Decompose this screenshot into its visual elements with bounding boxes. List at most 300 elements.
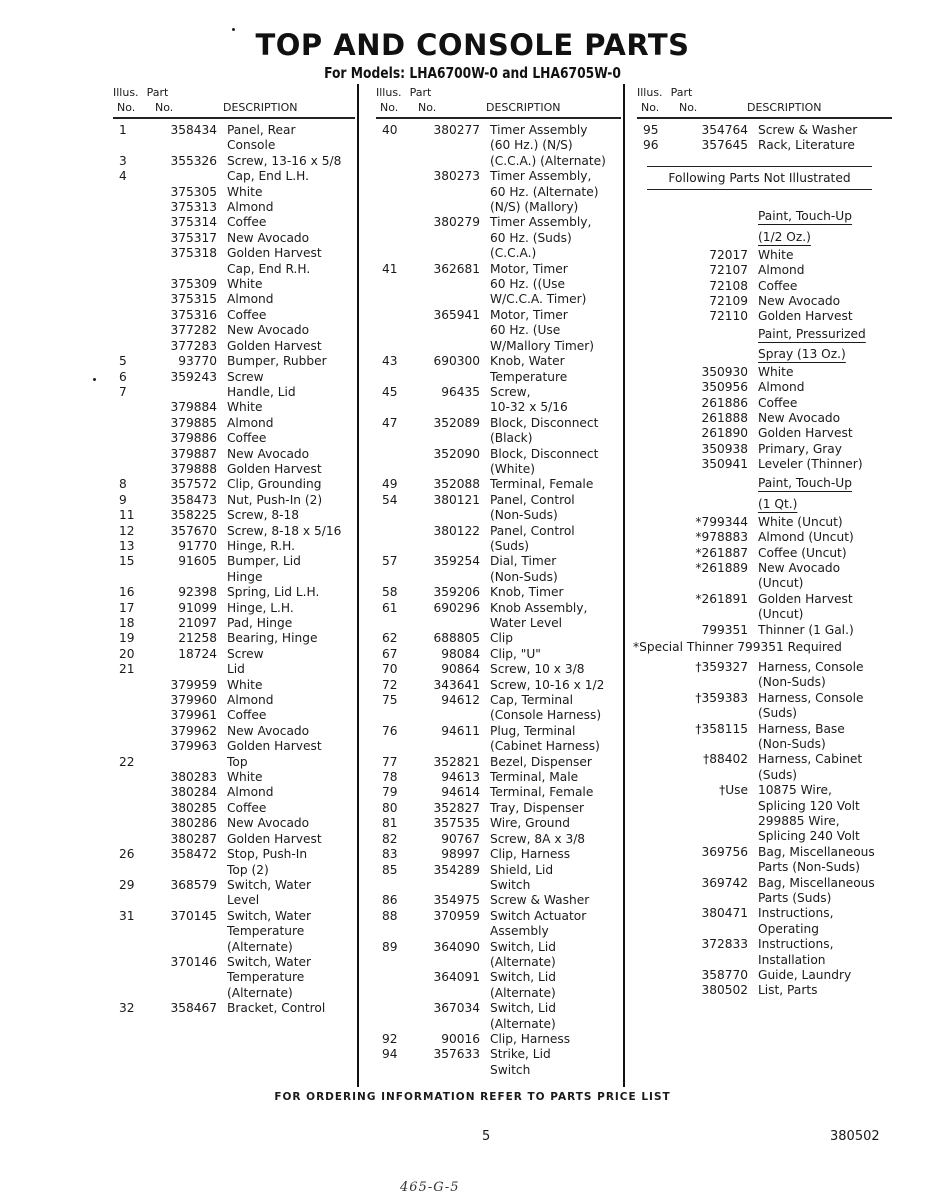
part-description: New Avocado	[227, 323, 310, 338]
illus-number	[376, 138, 410, 153]
part-number	[147, 940, 227, 955]
part-number: 370959	[433, 908, 480, 923]
part-number	[653, 814, 758, 829]
part-description: Switch, Lid	[490, 939, 556, 954]
part-description: (Alternate)	[227, 985, 293, 1000]
parts-row	[113, 570, 355, 585]
parts-row	[113, 262, 355, 277]
header-part-no: No.	[155, 101, 174, 114]
parts-row	[376, 1032, 621, 1047]
part-description: (Alternate)	[490, 1016, 556, 1031]
part-description: Screw, 8-18	[227, 508, 300, 523]
part-number	[147, 863, 227, 878]
part-number: 354764	[701, 123, 748, 137]
parts-row	[637, 953, 892, 968]
illus-number	[637, 706, 653, 721]
illus-number: 15	[119, 554, 135, 569]
parts-row	[376, 801, 621, 816]
page-subtitle: For Models: LHA6700W-0 and LHA6705W-0	[324, 64, 621, 82]
section-heading: Paint, Pressurized	[758, 326, 866, 341]
part-number: 90016	[441, 1031, 480, 1046]
illus-number: 31	[119, 908, 135, 923]
parts-row	[113, 400, 355, 415]
parts-row	[376, 1047, 621, 1062]
part-number: 21097	[178, 616, 217, 630]
parts-row	[637, 309, 892, 324]
header-part: Part	[670, 86, 693, 99]
illus-number: 81	[382, 816, 398, 831]
part-description: Almond (Uncut)	[758, 530, 854, 545]
part-description: Cap, End L.H.	[227, 169, 309, 184]
part-number	[147, 924, 227, 939]
parts-row	[376, 215, 621, 230]
illus-number: 43	[382, 354, 398, 369]
part-description: (N/S) (Mallory)	[490, 200, 579, 215]
header-rule	[637, 117, 892, 119]
section-heading: (1 Qt.)	[758, 496, 798, 511]
part-description: New Avocado	[227, 230, 310, 245]
part-number: 359243	[170, 369, 217, 384]
part-description: New Avocado	[227, 723, 310, 738]
part-number	[653, 922, 758, 937]
part-description: Timer Assembly,	[490, 215, 592, 230]
part-description: Bumper, Rubber	[227, 354, 327, 369]
illus-number: 12	[119, 523, 135, 538]
parts-row	[113, 878, 355, 893]
part-number	[410, 154, 490, 169]
parts-row	[637, 891, 892, 906]
part-description: (Non-Suds)	[490, 508, 558, 523]
illus-number: 82	[382, 831, 398, 846]
illus-number	[376, 524, 410, 539]
part-number: 380122	[433, 523, 480, 538]
parts-row	[376, 986, 621, 1001]
illus-number: 70	[382, 662, 398, 677]
part-description: List, Parts	[758, 983, 818, 998]
part-description: Block, Disconnect	[490, 415, 599, 430]
parts-row	[637, 411, 892, 426]
part-number: 357670	[170, 523, 217, 538]
parts-row	[113, 847, 355, 862]
illus-number	[637, 752, 653, 767]
parts-row	[637, 623, 892, 638]
part-number: 690300	[433, 354, 480, 369]
parts-row	[637, 294, 892, 309]
parts-row	[637, 737, 892, 752]
parts-row	[637, 660, 892, 675]
part-description: Bag, Miscellaneous	[758, 844, 875, 859]
illus-number	[113, 231, 147, 246]
parts-row	[376, 292, 621, 307]
part-description: Thinner (1 Gal.)	[758, 622, 854, 637]
illus-number	[113, 739, 147, 754]
part-description: Almond	[227, 292, 274, 307]
illus-number	[376, 1001, 410, 1016]
parts-row	[637, 860, 892, 875]
part-number: 93770	[178, 354, 217, 369]
parts-row	[113, 154, 355, 169]
illus-number	[113, 940, 147, 955]
part-description: Coffee	[227, 215, 267, 230]
part-description: Terminal, Female	[490, 477, 594, 492]
part-number	[653, 675, 758, 690]
illus-number	[376, 616, 410, 631]
illus-number: 4	[119, 169, 127, 184]
illus-number: 49	[382, 477, 398, 492]
part-number: 357645	[701, 138, 748, 153]
part-number: 379888	[170, 461, 217, 476]
parts-row	[637, 968, 892, 983]
header-part: Part	[409, 86, 432, 99]
part-number: 354975	[433, 893, 480, 908]
parts-row	[113, 893, 355, 908]
illus-number: 22	[119, 754, 135, 769]
part-description: Instructions,	[758, 906, 834, 921]
part-description: Tray, Dispenser	[490, 800, 585, 815]
parts-row	[637, 706, 892, 721]
parts-row	[113, 770, 355, 785]
part-description: (60 Hz.) (N/S)	[490, 138, 573, 153]
part-description: Clip, Harness	[490, 847, 571, 862]
part-description: Knob, Timer	[490, 585, 564, 600]
parts-row	[113, 909, 355, 924]
part-description: Installation	[758, 952, 826, 967]
parts-row	[637, 983, 892, 998]
illus-number	[637, 799, 653, 814]
part-number: 364091	[433, 970, 480, 985]
part-description: Top	[227, 754, 248, 769]
parts-row	[637, 768, 892, 783]
part-number: 352821	[433, 754, 480, 769]
part-description: Leveler (Thinner)	[758, 457, 863, 472]
illus-number	[113, 770, 147, 785]
part-description: (Black)	[490, 431, 533, 446]
ordering-info-note: FOR ORDERING INFORMATION REFER TO PARTS PRICE LIST	[274, 1091, 671, 1103]
parts-row	[376, 940, 621, 955]
illus-number	[637, 906, 653, 921]
part-description: Parts (Suds)	[758, 891, 832, 906]
scan-speck	[93, 378, 96, 381]
part-description: (Non-Suds)	[758, 736, 826, 751]
parts-row	[376, 909, 621, 924]
part-description: Switch	[490, 1062, 531, 1077]
illus-number	[113, 339, 147, 354]
part-description: Golden Harvest	[227, 246, 322, 261]
part-number: †359383	[695, 690, 748, 705]
parts-row	[113, 708, 355, 723]
illus-number	[376, 169, 410, 184]
part-number: 379959	[170, 677, 217, 692]
parts-row	[376, 308, 621, 323]
part-description: Level	[227, 893, 260, 908]
parts-row	[376, 246, 621, 261]
column-header	[637, 86, 892, 116]
part-description: Almond	[227, 200, 274, 215]
parts-row	[113, 739, 355, 754]
illus-number	[637, 623, 653, 638]
illus-number	[637, 968, 653, 983]
illus-number	[113, 970, 147, 985]
illus-number: 96	[643, 138, 659, 153]
illus-number: 86	[382, 893, 398, 908]
parts-list	[637, 365, 892, 473]
parts-row	[637, 675, 892, 690]
part-number: 359206	[433, 585, 480, 600]
part-number: 370145	[170, 908, 217, 923]
parts-row	[113, 631, 355, 646]
illus-number	[637, 411, 653, 426]
illus-number	[113, 308, 147, 323]
parts-row	[637, 515, 892, 530]
parts-row	[113, 308, 355, 323]
part-number	[410, 292, 490, 307]
header-part-no: No.	[679, 101, 698, 114]
part-description: Temperature	[490, 369, 568, 384]
illus-number: 77	[382, 754, 398, 769]
part-description: Screw, 10 x 3/8	[490, 662, 585, 677]
part-description: Console	[227, 138, 276, 153]
illus-number	[376, 277, 410, 292]
parts-row	[637, 829, 892, 844]
illus-number	[376, 878, 410, 893]
illus-number	[637, 860, 653, 875]
illus-number: 9	[119, 492, 127, 507]
part-number	[410, 1063, 490, 1078]
illus-number: 85	[382, 862, 398, 877]
part-description: Strike, Lid	[490, 1047, 551, 1062]
part-number: †88402	[703, 752, 748, 767]
illus-number	[376, 431, 410, 446]
part-description: Temperature	[227, 924, 305, 939]
part-description: Panel, Rear	[227, 123, 296, 137]
part-number: 362681	[433, 261, 480, 276]
part-number	[147, 986, 227, 1001]
parts-row	[113, 185, 355, 200]
parts-row	[637, 814, 892, 829]
part-number	[147, 970, 227, 985]
part-number: 261888	[701, 411, 748, 426]
part-description: (Alternate)	[490, 985, 556, 1000]
parts-row	[637, 876, 892, 891]
illus-number	[113, 138, 147, 153]
parts-row	[376, 462, 621, 477]
parts-row	[637, 248, 892, 263]
part-description: Almond	[227, 785, 274, 800]
illus-number	[113, 955, 147, 970]
header-rule	[376, 117, 621, 119]
part-description: New Avocado	[758, 294, 841, 309]
parts-row	[113, 462, 355, 477]
part-number: 94612	[441, 693, 480, 708]
parts-row	[376, 785, 621, 800]
illus-number	[637, 737, 653, 752]
illus-number	[637, 722, 653, 737]
part-number: †Use	[719, 783, 748, 798]
illus-number: 78	[382, 770, 398, 785]
illus-number	[113, 785, 147, 800]
part-description: Screw, 10-16 x 1/2	[490, 677, 605, 692]
part-description: (Non-Suds)	[758, 675, 826, 690]
parts-row	[376, 554, 621, 569]
parts-row	[376, 123, 621, 138]
part-number: 375316	[170, 307, 217, 322]
parts-row	[376, 647, 621, 662]
illus-number: 17	[119, 600, 135, 615]
part-number: †359327	[695, 659, 748, 674]
part-description: Screw	[227, 369, 264, 384]
column-header	[113, 86, 355, 116]
illus-number	[376, 215, 410, 230]
illus-number	[637, 309, 653, 324]
parts-row	[113, 554, 355, 569]
illus-number: 26	[119, 847, 135, 862]
part-description: White	[227, 184, 263, 199]
illus-number	[376, 986, 410, 1001]
illus-number	[113, 693, 147, 708]
part-number: 380283	[170, 770, 217, 785]
part-description: Hinge, R.H.	[227, 538, 295, 553]
illus-number: 89	[382, 939, 398, 954]
part-number: 365941	[433, 307, 480, 322]
parts-column-1	[113, 86, 355, 1017]
part-description: New Avocado	[227, 816, 310, 831]
part-number: 380121	[433, 492, 480, 507]
illus-number	[637, 365, 653, 380]
illus-number	[113, 708, 147, 723]
illus-number	[113, 462, 147, 477]
illus-number	[376, 370, 410, 385]
parts-row	[637, 937, 892, 952]
part-description: (Non-Suds)	[490, 569, 558, 584]
parts-row	[376, 863, 621, 878]
header-description: DESCRIPTION	[747, 101, 822, 114]
part-description: Almond	[758, 263, 805, 278]
illus-number: 16	[119, 585, 135, 600]
part-description: Motor, Timer	[490, 307, 568, 322]
part-number: 72108	[709, 278, 748, 293]
part-description: Coffee	[227, 307, 267, 322]
parts-row	[113, 662, 355, 677]
parts-row	[637, 576, 892, 591]
illus-number: 19	[119, 631, 135, 646]
illus-number: 18	[119, 616, 135, 630]
illus-number	[113, 832, 147, 847]
parts-row	[637, 845, 892, 860]
part-number	[147, 385, 227, 400]
part-description: Screw, 8A x 3/8	[490, 831, 586, 846]
part-number: *978883	[695, 530, 748, 545]
part-number: 350930	[701, 364, 748, 379]
section-heading: Paint, Touch-Up	[758, 208, 852, 223]
part-number: 375305	[170, 184, 217, 199]
part-description: Switch, Water	[227, 954, 312, 969]
parts-row	[376, 416, 621, 431]
parts-row	[113, 647, 355, 662]
part-number	[410, 570, 490, 585]
part-description: Splicing 120 Volt	[758, 798, 860, 813]
illus-number	[376, 508, 410, 523]
part-number: 380284	[170, 785, 217, 800]
illus-number	[637, 768, 653, 783]
part-number: 352089	[433, 415, 480, 430]
parts-row	[113, 246, 355, 261]
parts-row	[637, 752, 892, 767]
part-description: Bag, Miscellaneous	[758, 875, 875, 890]
illus-number	[113, 863, 147, 878]
parts-row	[376, 524, 621, 539]
part-description: Panel, Control	[490, 492, 575, 507]
part-description: (Uncut)	[758, 607, 804, 622]
illus-number	[376, 462, 410, 477]
illus-number	[376, 246, 410, 261]
illus-number	[637, 426, 653, 441]
illus-number	[637, 953, 653, 968]
part-description: Spring, Lid L.H.	[227, 585, 320, 600]
parts-row	[113, 986, 355, 1001]
parts-row	[113, 539, 355, 554]
part-description: (Suds)	[490, 538, 530, 553]
part-number: 91605	[178, 554, 217, 569]
part-description: Switch Actuator	[490, 908, 587, 923]
illus-number: 76	[382, 723, 398, 738]
illus-number	[113, 277, 147, 292]
parts-row	[376, 739, 621, 754]
part-number	[410, 539, 490, 554]
part-number: *261889	[695, 560, 748, 575]
part-description: Harness, Console	[758, 690, 864, 705]
part-description: New Avocado	[758, 411, 841, 426]
part-number: 358225	[170, 508, 217, 523]
illus-number	[637, 891, 653, 906]
parts-list	[376, 123, 621, 1078]
part-number	[653, 799, 758, 814]
illus-number: 20	[119, 646, 135, 661]
part-description: Screw, 13-16 x 5/8	[227, 153, 342, 168]
illus-number: 47	[382, 415, 398, 430]
part-description: Switch	[490, 877, 531, 892]
part-number	[410, 462, 490, 477]
part-description: Coffee	[227, 708, 267, 723]
parts-row	[376, 477, 621, 492]
illus-number: 58	[382, 585, 398, 600]
part-description: Wire, Ground	[490, 816, 570, 831]
illus-number	[637, 937, 653, 952]
illus-number	[637, 983, 653, 998]
part-description: Hinge	[227, 569, 263, 584]
part-description: White (Uncut)	[758, 514, 843, 529]
part-description: Bumper, Lid	[227, 554, 301, 569]
parts-row	[113, 231, 355, 246]
parts-row	[113, 940, 355, 955]
part-number	[653, 737, 758, 752]
part-description: (Suds)	[758, 767, 798, 782]
part-number: 350941	[701, 457, 748, 472]
part-description: Guide, Laundry	[758, 968, 852, 983]
parts-row	[376, 755, 621, 770]
illus-number	[113, 447, 147, 462]
part-description: Panel, Control	[490, 523, 575, 538]
part-number: 367034	[433, 1001, 480, 1016]
parts-row	[376, 447, 621, 462]
parts-row	[637, 396, 892, 411]
illus-number	[376, 400, 410, 415]
parts-row	[376, 1017, 621, 1032]
parts-row	[376, 169, 621, 184]
part-description: Coffee	[758, 395, 798, 410]
parts-row	[376, 878, 621, 893]
parts-row	[376, 354, 621, 369]
parts-row	[637, 546, 892, 561]
